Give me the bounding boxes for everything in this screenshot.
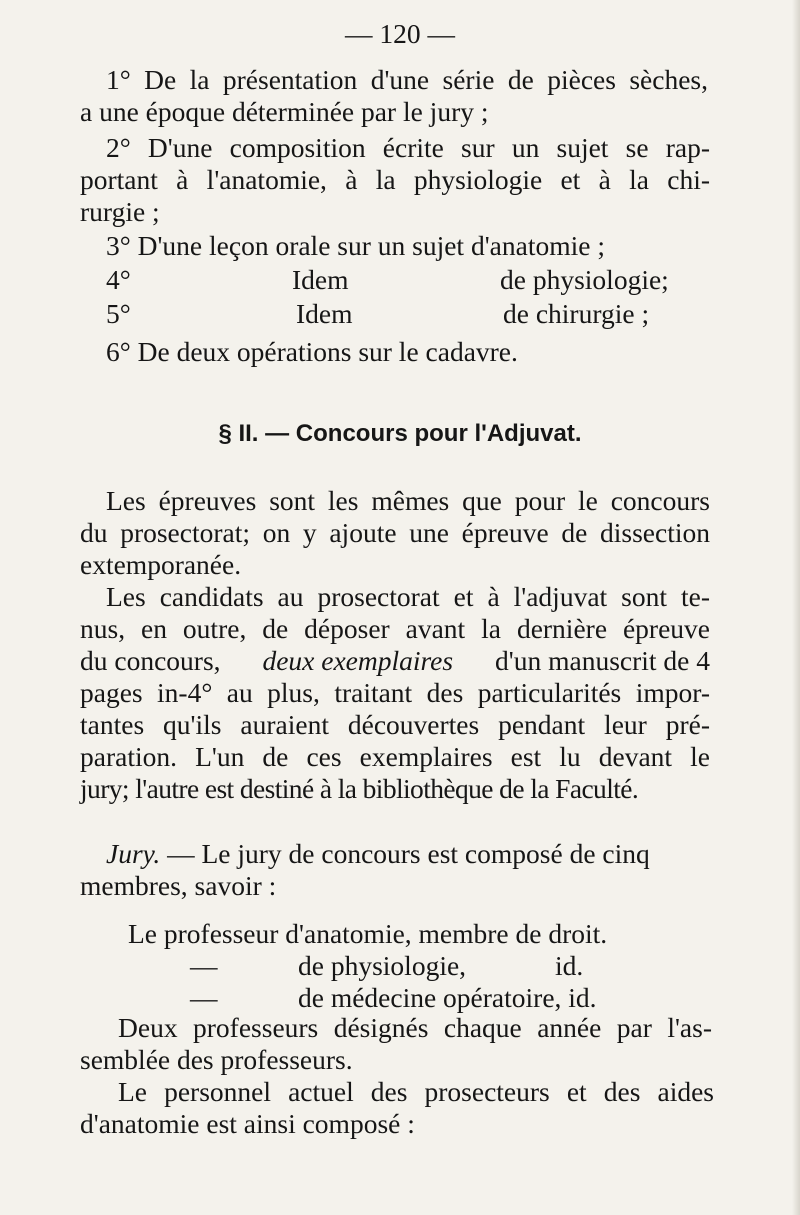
jury-member-1: Le professeur d'anatomie, membre de droit. [128,918,608,949]
para2-line-1: Les candidats au prosectorat et à l'adjuvat sont te- [106,581,710,612]
jury-member-2-dash: — [190,950,218,981]
para2-line-3 [80,645,710,677]
exam-item-6: 6° De deux opérations sur le cadavre. [106,336,518,367]
exam-item-2-line-2: portant à l'anatomie, à la physiologie et à la chi- [80,164,710,195]
para2-line-4: pages in-4° au plus, traitant des particularités impor- [80,677,710,708]
para2-line-5: tantes qu'ils auraient découvertes pendant leur pré- [80,709,710,740]
exam-item-5-subject: de chirurgie ; [503,298,650,329]
jury-line-1 [106,838,720,870]
page-number: — 120 — [345,18,455,49]
para2-line-7: jury; l'autre est destiné à la bibliothèque de la Faculté. [80,773,639,804]
jury-line-pers-1: Le personnel actuel des prosecteurs et des aides [118,1076,714,1107]
exam-item-5-idem: Idem [296,298,353,329]
jury-line-pers-2: d'anatomie est ainsi composé : [80,1108,415,1139]
jury-label: Jury. [106,838,161,869]
exam-item-2-line-3: rurgie ; [80,196,160,227]
jury-member-2-id: id. [555,950,584,981]
exam-item-5-number: 5° [106,298,131,329]
para2-line-3-italic: deux exemplaires [262,645,454,676]
exam-item-1-line-2: a une époque déterminée par le jury ; [80,96,489,127]
exam-item-4-idem: Idem [292,264,349,295]
jury-member-3-dash: — [190,982,218,1013]
exam-item-2-line-1: 2° D'une composition écrite sur un sujet se rap- [106,132,710,163]
para2-line-3-start: du concours, [80,645,221,676]
section-heading: § II. — Concours pour l'Adjuvat. [218,420,582,447]
jury-member-3-text: de médecine opératoire, id. [298,982,597,1013]
exam-item-4-subject: de physiologie; [500,264,669,295]
page-edge [792,0,800,1215]
para1-line-2: du prosectorat; on y ajoute une épreuve de dissection [80,517,710,548]
jury-line-1-rest: — Le jury de concours est composé de cinq [160,838,650,869]
para2-line-3-end: d'un manuscrit de 4 [495,645,710,676]
para1-line-1: Les épreuves sont les mêmes que pour le concours [106,485,710,516]
jury-member-2-text: de physiologie, [298,950,467,981]
exam-item-4-number: 4° [106,264,131,295]
jury-line-2: membres, savoir : [80,870,277,901]
exam-item-3: 3° D'une leçon orale sur un sujet d'anatomie ; [106,230,605,261]
para2-line-6: paration. L'un de ces exemplaires est lu devant le [80,741,710,772]
jury-line-deux-2: semblée des professeurs. [80,1044,353,1075]
jury-line-deux-1: Deux professeurs désignés chaque année par l'as- [118,1012,712,1043]
para1-line-3: extemporanée. [80,549,242,580]
exam-item-1-line-1: 1° De la présentation d'une série de pièces sèches, [106,64,708,95]
para2-line-2: nus, en outre, de déposer avant la dernière épreuve [80,613,710,644]
